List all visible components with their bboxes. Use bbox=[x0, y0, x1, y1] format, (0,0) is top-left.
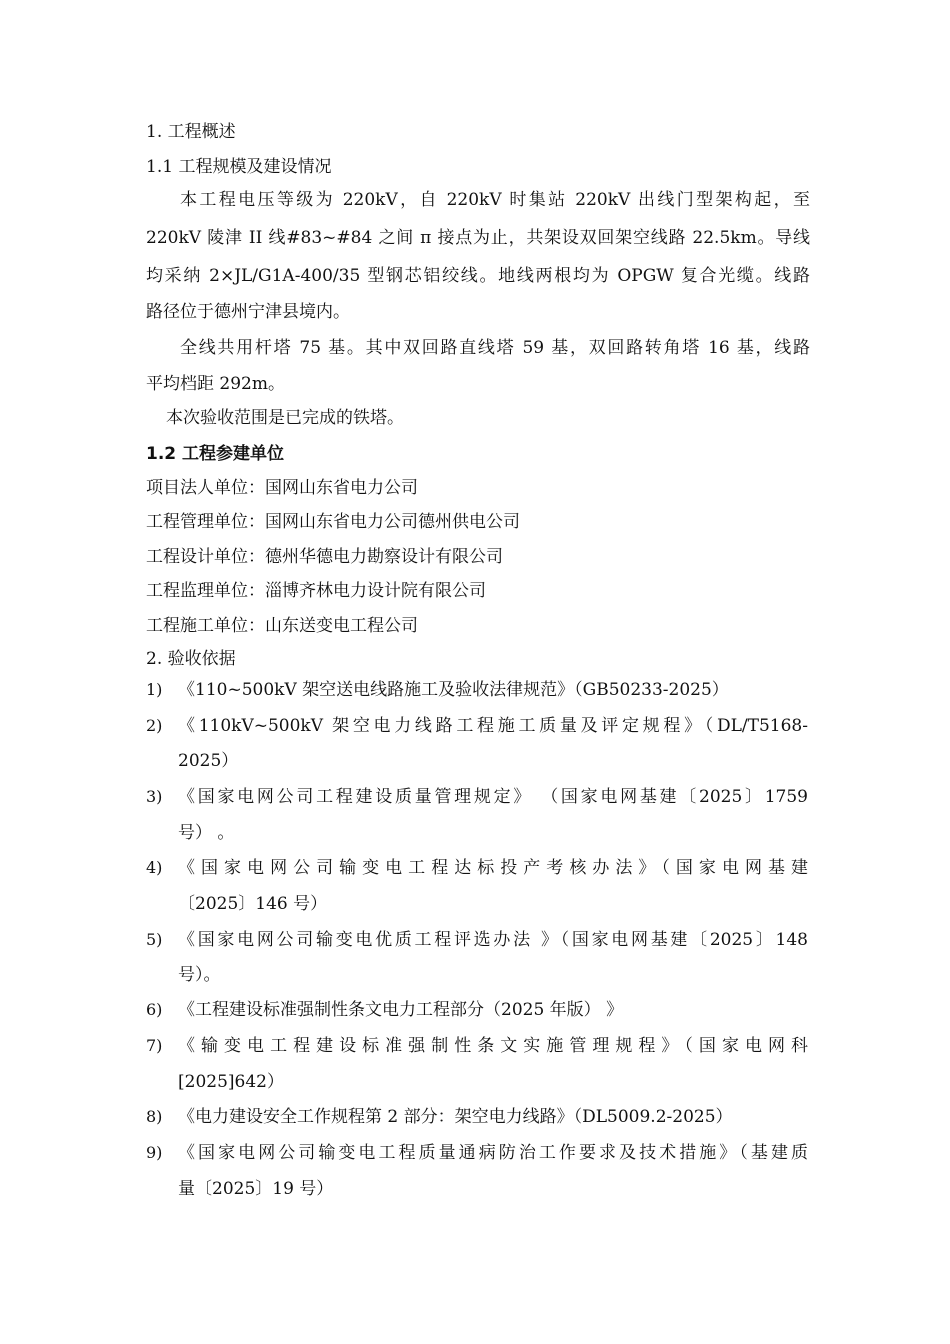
list-item-2-number: 2) bbox=[146, 716, 163, 735]
list-item-2-text: 《110kV~500kV 架空电力线路工程施工质量及评定规程》（DL/T5168- bbox=[178, 716, 808, 736]
para1-line3: 均采纳 2×JL/G1A-400/35 型钢芯铝绞线。地线两根均为 OPGW 复合光缆。线路 bbox=[146, 266, 810, 286]
list-item-4-text: 《国家电网公司输变电工程达标投产考核办法》（国家电网基建 bbox=[178, 858, 808, 878]
list-item-6-number: 6) bbox=[146, 1000, 163, 1019]
list-item-4-text-cont: 〔2025〕146 号） bbox=[178, 894, 328, 914]
list-item-5-text: 《国家电网公司输变电优质工程评选办法 》（国家电网基建〔2025〕148 bbox=[178, 930, 808, 950]
list-item-9-number: 9) bbox=[146, 1143, 163, 1162]
list-item-6-text: 《工程建设标准强制性条文电力工程部分（2025 年版） 》 bbox=[178, 1000, 624, 1020]
list-item-2-text-cont: 2025） bbox=[178, 751, 239, 771]
list-item-3-number: 3) bbox=[146, 787, 163, 806]
list-item-3-text: 《国家电网公司工程建设质量管理规定》 （国家电网基建〔2025〕1759 bbox=[178, 787, 808, 807]
list-item-8-text: 《电力建设安全工作规程第 2 部分：架空电力线路》（DL5009.2-2025） bbox=[178, 1107, 733, 1127]
list-item-4-number: 4) bbox=[146, 858, 163, 877]
para1-line2: 220kV 陵津 II 线#83~#84 之间 π 接点为止，共架设双回架空线路 22.5km。导线 bbox=[146, 228, 810, 248]
list-item-5-text-cont: 号）。 bbox=[178, 965, 221, 985]
unit-line-2: 工程管理单位：国网山东省电力公司德州供电公司 bbox=[146, 512, 520, 532]
section-1-2-heading: 1.2 工程参建单位 bbox=[146, 444, 285, 464]
para1-line4: 路径位于德州宁津县境内。 bbox=[146, 302, 350, 322]
section-1-heading: 1. 工程概述 bbox=[146, 122, 236, 142]
para3: 本次验收范围是已完成的铁塔。 bbox=[166, 408, 404, 428]
section-1-1-heading: 1.1 工程规模及建设情况 bbox=[146, 157, 332, 177]
list-item-7-text: 《输变电工程建设标准强制性条文实施管理规程》（国家电网科 bbox=[178, 1036, 808, 1056]
list-item-7-text-cont: [2025]642） bbox=[178, 1072, 284, 1092]
list-item-1-text: 《110~500kV 架空送电线路施工及验收法律规范》（GB50233-2025） bbox=[178, 680, 729, 700]
para2-line2: 平均档距 292m。 bbox=[146, 374, 285, 394]
unit-line-1: 项目法人单位：国网山东省电力公司 bbox=[146, 478, 418, 498]
unit-line-5: 工程施工单位：山东送变电工程公司 bbox=[146, 616, 418, 636]
unit-line-4: 工程监理单位：淄博齐林电力设计院有限公司 bbox=[146, 581, 486, 601]
list-item-1-number: 1) bbox=[146, 680, 163, 699]
list-item-7-number: 7) bbox=[146, 1036, 163, 1055]
para1-line1: 本工程电压等级为 220kV，自 220kV 时集站 220kV 出线门型架构起，至 bbox=[180, 190, 810, 210]
list-item-5-number: 5) bbox=[146, 930, 163, 949]
list-item-3-text-cont: 号） 。 bbox=[178, 823, 235, 843]
list-item-9-text-cont: 量〔2025〕19 号） bbox=[178, 1179, 334, 1199]
para2-line1: 全线共用杆塔 75 基。其中双回路直线塔 59 基，双回路转角塔 16 基，线路 bbox=[180, 338, 810, 358]
unit-line-3: 工程设计单位：德州华德电力勘察设计有限公司 bbox=[146, 547, 503, 567]
list-item-9-text: 《国家电网公司输变电工程质量通病防治工作要求及技术措施》（基建质 bbox=[178, 1143, 808, 1163]
list-item-8-number: 8) bbox=[146, 1107, 163, 1126]
section-2-heading: 2. 验收依据 bbox=[146, 649, 236, 669]
